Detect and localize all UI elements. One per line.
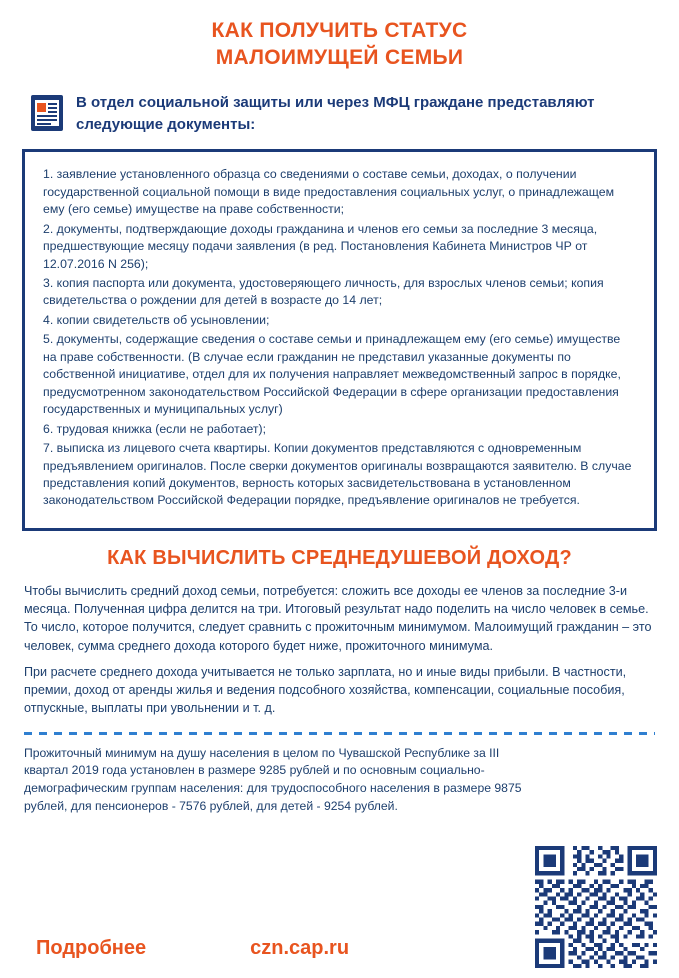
income-paragraph-2: При расчете среднего дохода учитывается не только зарплата, но и иные виды прибыли. В частности, премии, доход от аренды жилья и ведения подсобного хозяйства, компенсации, социальные пособия, отпускные, выплаты при увольнении и т. д. (24, 664, 627, 716)
page-title (22, 18, 657, 72)
list-item: 4. копии свидетельств об усыновлении; (43, 312, 270, 327)
document-icon (30, 94, 64, 132)
list-item: 6. трудовая книжка (если не работает); (43, 421, 267, 436)
income-paragraph-1: Чтобы вычислить средний доход семьи, потребуется: сложить все доходы ее членов за последние 3-и месяца. Полученная цифра делится на три. Итоговый результат надо поделить на число человек в семье. То число, которое получится, следует сравнить с прожиточным минимумом. Малоимущий гражданин – это человек, сумма среднего дохода которого будет ниже, прожиточного минимума. (24, 583, 652, 653)
page-title-line-2: МАЛОИМУЩЕЙ СЕМЬИ (215, 45, 464, 69)
site-link[interactable]: czn.cap.ru (250, 937, 350, 959)
dashed-divider (24, 732, 655, 735)
income-section-title: КАК ВЫЧИСЛИТЬ СРЕДНЕДУШЕВОЙ ДОХОД? (107, 546, 572, 569)
minimum-note: Прожиточный минимум на душу населения в целом по Чувашской Республике за III квартал 2019 года установлен в размере 9285 рублей и по основным социально-демографическим группам населения: для трудоспособного населения в размере 9875 рублей, для пенсионеров - 7576 рублей, для детей - 9254 рублей. (24, 745, 522, 813)
intro-text: В отдел социальной защиты или через МФЦ граждане представляют следующие документы: (76, 93, 595, 133)
qr-code (535, 846, 657, 968)
more-label: Подробнее (36, 937, 147, 959)
documents-list (43, 166, 636, 510)
intro-block (22, 92, 657, 136)
list-item: 1. заявление установленного образца со сведениями о составе семьи, доходах, о получении государственной социальной помощи в виде предоставления социальных услуг, о принадлежащем ему (его семье) имуществе на праве собственности; (43, 167, 615, 217)
list-item: 7. выписка из лицевого счета квартиры. Копии документов представляются с одновременным предъявлением оригиналов. После сверки документов оригиналы возвращаются заявителю. В случае представления копий документов, верность которых засвидетельствована в установленном законодательством Российской Федерации порядке, предъявление оригиналов не требуется. (43, 441, 632, 508)
page-title-line-1: КАК ПОЛУЧИТЬ СТАТУС (211, 19, 468, 42)
poster-page (0, 18, 679, 978)
list-item: 3. копия паспорта или документа, удостоверяющего личность, для взрослых членов семьи; копия свидетельства о рождении для детей в возрасте до 14 лет; (43, 275, 604, 308)
list-item: 5. документы, содержащие сведения о составе семьи и принадлежащем ему (его семье) имуществе на праве собственности. (В случае если гражданин не представил указанные документы по собственной инициативе, отдел для их получения направляет межведомственный запрос в порядке, предусмотренном законодательством Российской Федерации в сфере организации предоставления государственных и муниципальных услуг) (43, 332, 621, 417)
list-item: 2. документы, подтверждающие доходы гражданина и членов его семьи за последние 3 месяца, предшествующие месяцу подачи заявления (в ред. Постановления Кабинета Министров ЧР от 12.07.2016 N 256); (43, 221, 598, 271)
documents-box (22, 149, 657, 531)
